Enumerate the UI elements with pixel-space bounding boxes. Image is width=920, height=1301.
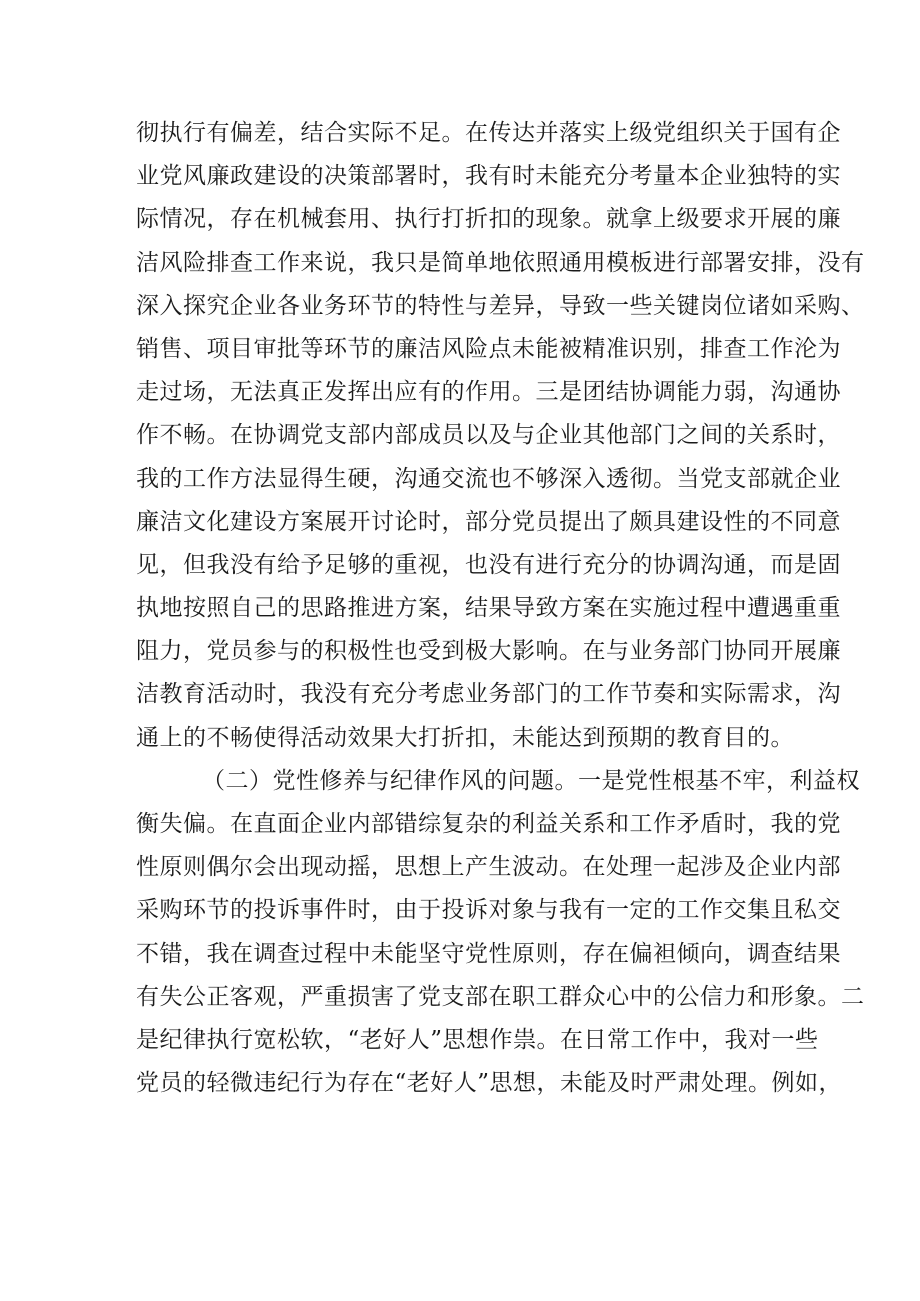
- body-text: [136, 112, 865, 1105]
- text-line: 性原则偶尔会出现动摇，思想上产生波动。在处理一起涉及企业内部: [136, 854, 841, 881]
- text-line: 作不畅。在协调党支部内部成员以及与企业其他部门之间的关系时，: [136, 422, 841, 449]
- text-line: 洁教育活动时，我没有充分考虑业务部门的工作节奏和实际需求，沟: [136, 681, 841, 708]
- text-line: 执地按照自己的思路推进方案，结果导致方案在实施过程中遭遇重重: [136, 595, 841, 622]
- text-line: 不错，我在调查过程中未能坚守党性原则，存在偏袒倾向，调查结果: [136, 940, 841, 967]
- text-line: 见，但我没有给予足够的重视，也没有进行充分的协调沟通，而是固: [136, 551, 841, 578]
- text-line: 际情况，存在机械套用、执行打折扣的现象。就拿上级要求开展的廉: [136, 206, 841, 233]
- text-line: 深入探究企业各业务环节的特性与差异，导致一些关键岗位诸如采购、: [136, 292, 865, 319]
- text-line: 党员的轻微违纪行为存在“老好人”思想，未能及时严肃处理。例如，: [136, 1070, 843, 1097]
- text-line: 廉洁文化建设方案展开讨论时，部分党员提出了颇具建设性的不同意: [136, 508, 841, 535]
- text-line: 彻执行有偏差，结合实际不足。在传达并落实上级党组织关于国有企: [136, 120, 841, 146]
- text-line: 有失公正客观，严重损害了党支部在职工群众心中的公信力和形象。二: [136, 983, 865, 1010]
- text-line: 销售、项目审批等环节的廉洁风险点未能被精准识别，排查工作沦为: [136, 335, 841, 362]
- section-heading-line: （二）党性修养与纪律作风的问题。一是党性根基不牢，利益权: [202, 767, 860, 794]
- text-line: 是纪律执行宽松软，“老好人”思想作祟。在日常工作中，我对一些: [136, 1026, 819, 1053]
- paragraph-2: [136, 760, 865, 1106]
- text-line: 阻力，党员参与的积极性也受到极大影响。在与业务部门协同开展廉: [136, 638, 841, 665]
- text-line: 走过场，无法真正发挥出应有的作用。三是团结协调能力弱，沟通协: [136, 379, 841, 406]
- text-line: 业党风廉政建设的决策部署时，我有时未能充分考量本企业独特的实: [136, 163, 841, 190]
- text-line: 洁风险排查工作来说，我只是简单地依照通用模板进行部署安排，没有: [136, 249, 865, 276]
- paragraph-1: [136, 112, 865, 760]
- text-line: 通上的不畅使得活动效果大打折扣，未能达到预期的教育目的。: [136, 724, 794, 751]
- text-line: 衡失偏。在直面企业内部错综复杂的利益关系和工作矛盾时，我的党: [136, 811, 841, 837]
- text-line: 我的工作方法显得生硬，沟通交流也不够深入透彻。当党支部就企业: [136, 465, 841, 492]
- text-line: 采购环节的投诉事件时，由于投诉对象与我有一定的工作交集且私交: [136, 897, 841, 924]
